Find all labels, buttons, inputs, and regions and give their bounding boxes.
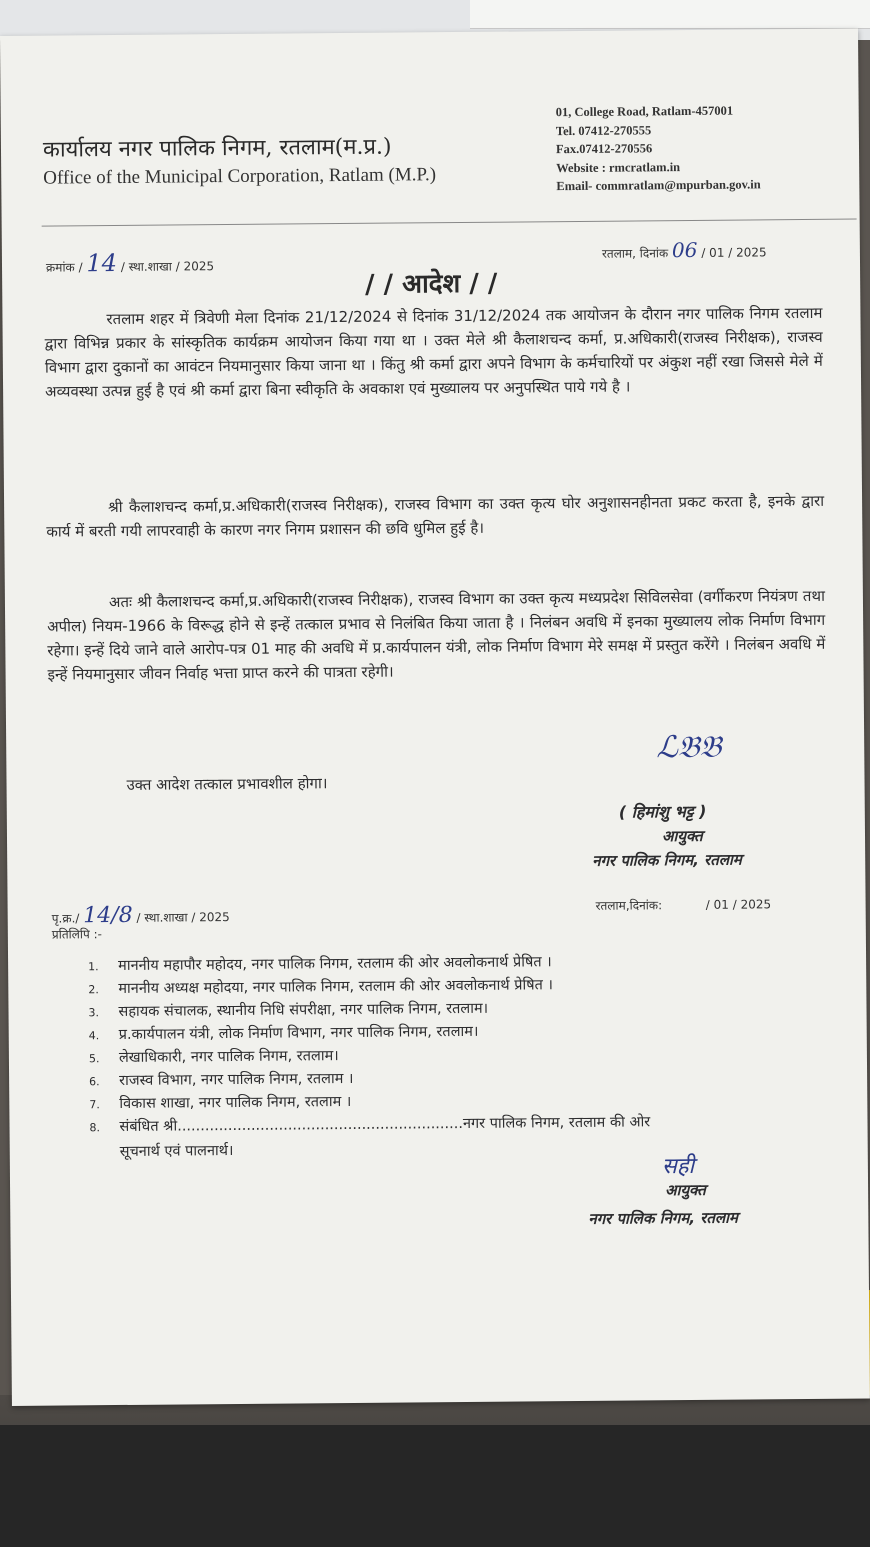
- paragraph-4: उक्त आदेश तत्काल प्रभावशील होगा।: [126, 774, 328, 794]
- copy-date-prefix: रतलाम,दिनांक:: [595, 898, 663, 913]
- ref-prefix: क्रमांक /: [45, 260, 83, 275]
- list-item: 4. प्र.कार्यपालन यंत्री, लोक निर्माण विभाग, नगर पालिक निगम, रतलाम।: [88, 1023, 479, 1044]
- ref-suffix: / स्था.शाखा / 2025: [120, 259, 215, 274]
- background-floor: [0, 1395, 870, 1547]
- office-title-english: Office of the Municipal Corporation, Ratlam (M.P.): [43, 164, 437, 189]
- order-document: [0, 29, 870, 1406]
- date-prefix: रतलाम, दिनांक: [601, 246, 669, 261]
- signatory2-office: नगर पालिक निगम, रतलाम: [588, 1208, 739, 1228]
- list-item: 2. माननीय अध्यक्ष महोदया, नगर पालिक निगम, रतलाम की ओर अवलोकनार्थ प्रेषित ।: [88, 977, 553, 998]
- date-day-handwritten: 06: [671, 237, 698, 263]
- copy-ref-prefix: पृ.क्र./: [51, 911, 80, 926]
- order-heading: / / आदेश / /: [364, 268, 498, 300]
- signatory-name: ( हिमांशु भट्ट ): [618, 801, 707, 822]
- email: Email- commratlam@mpurban.gov.in: [556, 177, 761, 194]
- telephone: Tel. 07412-270555: [555, 122, 652, 138]
- signature-mark-2: सही: [661, 1153, 695, 1180]
- copy-ref-suffix: / स्था.शाखा / 2025: [136, 910, 230, 925]
- list-item-8-continuation: सूचनार्थ एवं पालनार्थ।: [119, 1143, 234, 1160]
- address: 01, College Road, Ratlam-457001: [555, 103, 734, 120]
- ref-number-handwritten: 14: [86, 248, 118, 278]
- copy-recipient-list: [88, 949, 835, 1139]
- paragraph-1: रतलाम शहर में त्रिवेणी मेला दिनांक 21/12/2024 से दिनांक 31/12/2024 तक आयोजन के दौरान नगर पालिक निगम रतलाम द्वारा विभिन्न प्रकार के सांस्कृतिक कार्यक्रम आयोजन किया गया था । उक्त मेले श्री कैलाशचन्द कर्मा, प्र.अधिकारी(राजस्व निरीक्षक), राजस्व विभाग द्वारा दुकानों का आवंटन नियमानुसार किया जाना था । किंतु श्री कर्मा द्वारा अपने विभाग के कर्मचारियों पर अंकुश नहीं रखा जिससे मेले में अव्यवस्था उत्पन्न हुई है एवं श्री कर्मा द्वारा बिना स्वीकृति के अवकाश एवं मुख्यालय पर अनुपस्थित पाये गये है ।: [44, 303, 823, 401]
- signature-mark: ℒ𝔅𝔅: [656, 729, 722, 766]
- paragraph-2: श्री कैलाशचन्द कर्मा,प्र.अधिकारी(राजस्व निरीक्षक), राजस्व विभाग का उक्त कृत्य घोर अनुशासनहीनता प्रकट करता है, इनके द्वारा कार्य में बरती गयी लापरवाही के कारण नगर निगम प्रशासन की छवि धुमिल हुई है।: [46, 491, 825, 541]
- copy-ref-number-handwritten: 14/8: [83, 902, 133, 929]
- signatory-designation: आयुक्त: [661, 826, 703, 846]
- list-item: 6. राजस्व विभाग, नगर पालिक निगम, रतलाम ।: [89, 1070, 354, 1089]
- contact-block: [556, 101, 761, 195]
- list-item: 7. विकास शाखा, नगर पालिक निगम, रतलाम ।: [89, 1093, 352, 1112]
- list-item: 1. माननीय महापौर महोदय, नगर पालिक निगम, रतलाम की ओर अवलोकनार्थ प्रेषित ।: [88, 954, 552, 975]
- copy-date: [596, 895, 772, 914]
- order-date: [602, 237, 767, 262]
- paragraph-3: अतः श्री कैलाशचन्द कर्मा,प्र.अधिकारी(राजस्व निरीक्षक), राजस्व विभाग का उक्त कृत्य मध्यप्रदेश सिविलसेवा (वर्गीकरण नियंत्रण तथा अपील) नियम-1966 के विरूद्ध होने से इन्हें तत्काल प्रभाव से निलंबित किया जाता है । निलंबन अवधि में इनका मुख्यालय लोक निर्माण विभाग रहेगा। इन्हें दिये जाने वाले आरोप-पत्र 01 माह की अवधि में प्र.कार्यपालन यंत्री, लोक निर्माण विभाग मेरे समक्ष में प्रस्तुत करेंगे । निलंबन अवधि में इन्हें नियमानुसार जीवन निर्वाह भत्ता प्राप्त करने की पात्रता रहेगी।: [47, 586, 826, 684]
- signatory2-designation: आयुक्त: [665, 1180, 706, 1200]
- office-title-hindi: कार्यालय नगर पालिक निगम, रतलाम(म.प्र.): [42, 134, 392, 163]
- website: Website : rmcratlam.in: [556, 159, 681, 175]
- copy-label: प्रतिलिपि :-: [51, 927, 103, 942]
- list-item: 3. सहायक संचालक, स्थानीय निधि संपरीक्षा, नगर पालिक निगम, रतलाम।: [88, 1000, 489, 1021]
- copy-date-suffix: / 01 / 2025: [705, 897, 772, 912]
- paper-stack-edge: [470, 0, 870, 29]
- date-suffix: / 01 / 2025: [701, 245, 767, 260]
- signatory-office: नगर पालिक निगम, रतलाम: [592, 850, 742, 870]
- header-divider: [42, 219, 857, 227]
- list-item: 5. लेखाधिकारी, नगर पालिक निगम, रतलाम।: [88, 1048, 339, 1067]
- list-item: 8. संबंधित श्री..............................................................नगर पालिक निगम, रतलाम की ओर: [89, 1114, 651, 1135]
- fax: Fax.07412-270556: [555, 141, 653, 157]
- floor-shadow: [0, 1425, 870, 1547]
